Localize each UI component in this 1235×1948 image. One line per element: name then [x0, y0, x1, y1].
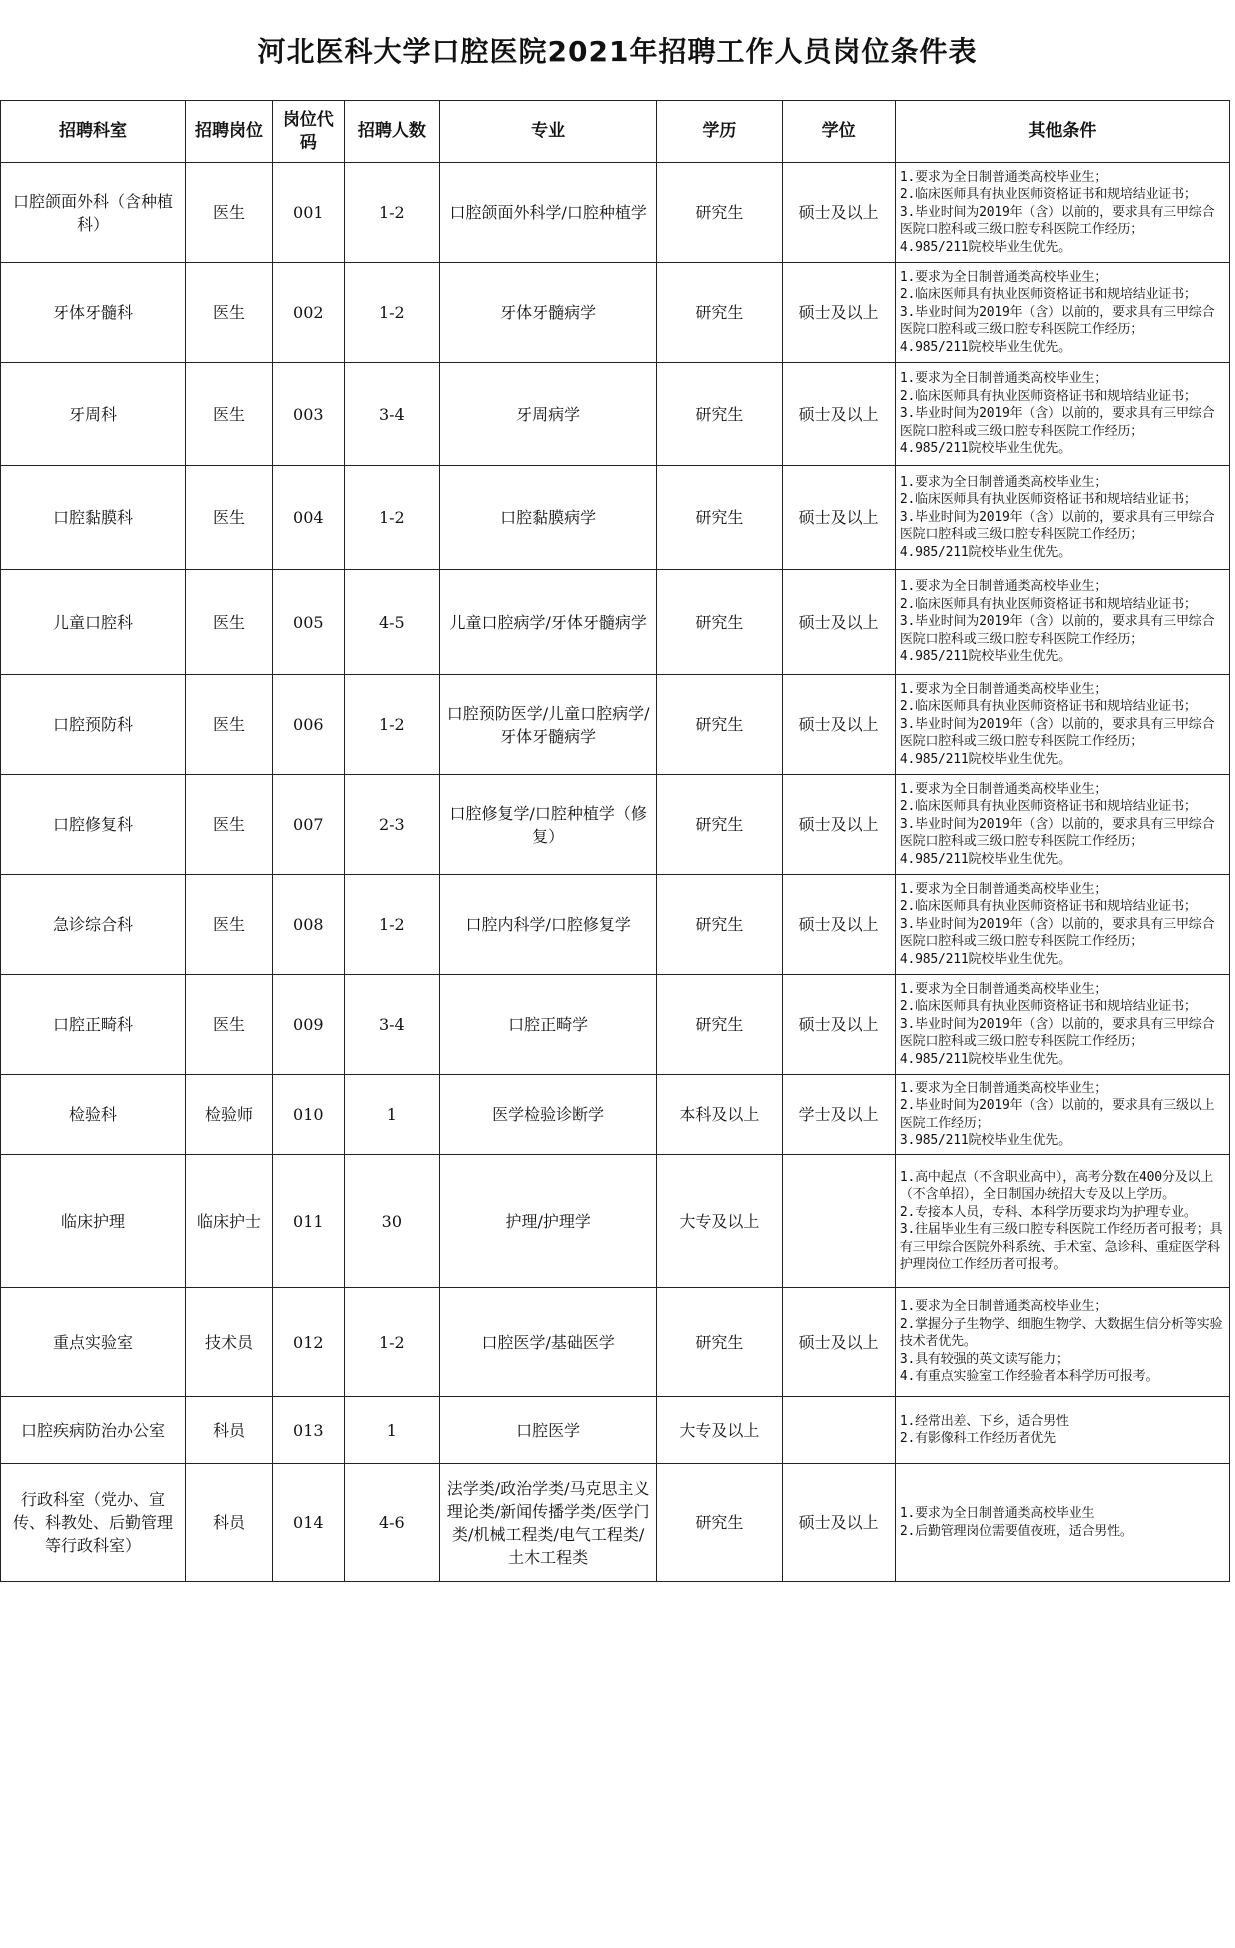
cell-requirements [895, 1288, 1229, 1397]
cell-edu: 大专及以上 [657, 1155, 782, 1288]
cell-degree: 硕士及以上 [782, 570, 895, 675]
header-major: 专业 [440, 101, 657, 163]
requirement-line: 1.要求为全日制普通类高校毕业生； [899, 169, 1108, 185]
requirement-line: 2.临床医师具有执业医师资格证书和规培结业证书； [899, 596, 1197, 612]
cell-dept: 重点实验室 [1, 1288, 186, 1397]
header-count: 招聘人数 [344, 101, 439, 163]
cell-post: 医生 [185, 775, 272, 875]
cell-requirements [895, 466, 1229, 570]
header-requirements: 其他条件 [895, 101, 1229, 163]
cell-count: 1-2 [344, 163, 439, 263]
table-body [1, 163, 1230, 1582]
cell-count: 2-3 [344, 775, 439, 875]
header-edu: 学历 [657, 101, 782, 163]
cell-major: 口腔颌面外科学/口腔种植学 [440, 163, 657, 263]
cell-post: 技术员 [185, 1288, 272, 1397]
cell-code: 002 [273, 263, 345, 363]
cell-requirements [895, 263, 1229, 363]
cell-requirements [895, 975, 1229, 1075]
cell-requirements [895, 1397, 1229, 1464]
cell-dept: 急诊综合科 [1, 875, 186, 975]
header-degree: 学位 [782, 101, 895, 163]
cell-degree: 硕士及以上 [782, 775, 895, 875]
cell-code: 009 [273, 975, 345, 1075]
cell-major: 口腔黏膜病学 [440, 466, 657, 570]
cell-code: 014 [273, 1464, 345, 1582]
cell-edu: 研究生 [657, 163, 782, 263]
requirement-line: 3.毕业时间为2019年（含）以前的，要求具有三甲综合医院口腔科或三级口腔专科医院工作经历； [899, 816, 1215, 850]
cell-code: 006 [273, 675, 345, 775]
cell-degree: 硕士及以上 [782, 1288, 895, 1397]
cell-major: 医学检验诊断学 [440, 1075, 657, 1155]
requirement-line: 3.毕业时间为2019年（含）以前的，要求具有三甲综合医院口腔科或三级口腔专科医院工作经历； [899, 509, 1215, 543]
cell-count: 3-4 [344, 975, 439, 1075]
cell-major: 口腔预防医学/儿童口腔病学/牙体牙髓病学 [440, 675, 657, 775]
cell-degree: 硕士及以上 [782, 163, 895, 263]
cell-count: 1-2 [344, 1288, 439, 1397]
cell-degree [782, 1397, 895, 1464]
cell-requirements [895, 570, 1229, 675]
cell-post: 医生 [185, 363, 272, 466]
requirement-line: 1.要求为全日制普通类高校毕业生； [899, 474, 1108, 490]
requirement-line: 1.经常出差、下乡，适合男性 [899, 1413, 1069, 1429]
cell-dept: 临床护理 [1, 1155, 186, 1288]
requirement-line: 1.要求为全日制普通类高校毕业生； [899, 269, 1108, 285]
requirement-line: 1.要求为全日制普通类高校毕业生； [899, 781, 1108, 797]
cell-count: 4-5 [344, 570, 439, 675]
cell-post: 检验师 [185, 1075, 272, 1155]
cell-requirements [895, 875, 1229, 975]
requirement-line: 4.985/211院校毕业生优先。 [899, 649, 1071, 665]
requirement-line: 3.毕业时间为2019年（含）以前的，要求具有三甲综合医院口腔科或三级口腔专科医院工作经历； [899, 614, 1215, 647]
requirement-line: 3.往届毕业生有三级口腔专科医院工作经历者可报考；具有三甲综合医院外科系统、手术室、急诊科、重症医学科护理岗位工作经历者可报考。 [899, 1222, 1223, 1272]
cell-dept: 口腔预防科 [1, 675, 186, 775]
cell-major: 口腔内科学/口腔修复学 [440, 875, 657, 975]
cell-major: 护理/护理学 [440, 1155, 657, 1288]
cell-code: 008 [273, 875, 345, 975]
cell-post: 医生 [185, 675, 272, 775]
requirement-line: 3.毕业时间为2019年（含）以前的，要求具有三甲综合医院口腔科或三级口腔专科医院工作经历； [899, 406, 1215, 439]
requirement-line: 3.985/211院校毕业生优先。 [899, 1133, 1071, 1148]
requirement-line: 3.毕业时间为2019年（含）以前的，要求具有三甲综合医院口腔科或三级口腔专科医院工作经历； [899, 304, 1215, 338]
requirement-line: 3.具有较强的英文读写能力； [899, 1351, 1069, 1367]
requirement-line: 2.掌握分子生物学、细胞生物学、大数据生信分析等实验技术者优先。 [899, 1316, 1223, 1350]
requirement-line: 4.985/211院校毕业生优先。 [899, 441, 1071, 457]
requirement-line: 3.毕业时间为2019年（含）以前的，要求具有三甲综合医院口腔科或三级口腔专科医院工作经历； [899, 1016, 1215, 1050]
requirement-line: 3.毕业时间为2019年（含）以前的，要求具有三甲综合医院口腔科或三级口腔专科医院工作经历； [899, 716, 1215, 750]
cell-count: 1-2 [344, 875, 439, 975]
requirement-line: 1.要求为全日制普通类高校毕业生 [899, 1506, 1095, 1521]
cell-dept: 口腔黏膜科 [1, 466, 186, 570]
requirement-line: 4.985/211院校毕业生优先。 [899, 951, 1071, 967]
cell-major: 牙周病学 [440, 363, 657, 466]
requirement-line: 4.985/211院校毕业生优先。 [899, 1051, 1071, 1067]
cell-requirements [895, 1155, 1229, 1288]
cell-degree: 硕士及以上 [782, 466, 895, 570]
cell-count: 4-6 [344, 1464, 439, 1582]
cell-count: 1 [344, 1397, 439, 1464]
requirement-line: 2.临床医师具有执业医师资格证书和规培结业证书； [899, 187, 1197, 203]
cell-dept: 口腔颌面外科（含种植科） [1, 163, 186, 263]
table-row [1, 1155, 1230, 1288]
cell-post: 医生 [185, 875, 272, 975]
cell-degree: 学士及以上 [782, 1075, 895, 1155]
cell-code: 003 [273, 363, 345, 466]
table-row [1, 1288, 1230, 1397]
requirement-line: 2.毕业时间为2019年（含）以前的，要求具有三级以上医院工作经历； [899, 1098, 1215, 1131]
cell-code: 012 [273, 1288, 345, 1397]
requirement-line: 2.有影像科工作经历者优先 [899, 1431, 1056, 1446]
requirement-line: 4.985/211院校毕业生优先。 [899, 339, 1071, 355]
cell-dept: 口腔正畸科 [1, 975, 186, 1075]
cell-edu: 研究生 [657, 975, 782, 1075]
cell-count: 1-2 [344, 675, 439, 775]
cell-requirements [895, 675, 1229, 775]
cell-degree: 硕士及以上 [782, 975, 895, 1075]
requirement-line: 1.要求为全日制普通类高校毕业生； [899, 681, 1108, 697]
requirement-line: 2.临床医师具有执业医师资格证书和规培结业证书； [899, 492, 1197, 508]
cell-count: 1-2 [344, 466, 439, 570]
cell-requirements [895, 363, 1229, 466]
table-row [1, 466, 1230, 570]
table-row [1, 1397, 1230, 1464]
requirement-line: 4.985/211院校毕业生优先。 [899, 851, 1071, 867]
requirement-line: 4.985/211院校毕业生优先。 [899, 239, 1071, 255]
table-row [1, 675, 1230, 775]
cell-edu: 研究生 [657, 263, 782, 363]
table-row [1, 163, 1230, 263]
cell-code: 001 [273, 163, 345, 263]
cell-post: 科员 [185, 1397, 272, 1464]
cell-dept: 行政科室（党办、宣传、科教处、后勤管理等行政科室） [1, 1464, 186, 1582]
requirement-line: 1.要求为全日制普通类高校毕业生； [899, 371, 1108, 387]
cell-major: 口腔医学 [440, 1397, 657, 1464]
cell-post: 医生 [185, 975, 272, 1075]
cell-post: 科员 [185, 1464, 272, 1582]
cell-post: 医生 [185, 263, 272, 363]
table-row [1, 975, 1230, 1075]
header-row [1, 101, 1230, 163]
cell-edu: 研究生 [657, 466, 782, 570]
cell-major: 口腔医学/基础医学 [440, 1288, 657, 1397]
requirement-line: 2.临床医师具有执业医师资格证书和规培结业证书； [899, 287, 1197, 303]
cell-edu: 研究生 [657, 570, 782, 675]
cell-dept: 检验科 [1, 1075, 186, 1155]
requirement-line: 1.要求为全日制普通类高校毕业生； [899, 579, 1108, 595]
cell-major: 口腔正畸学 [440, 975, 657, 1075]
table-row [1, 263, 1230, 363]
requirement-line: 2.临床医师具有执业医师资格证书和规培结业证书； [899, 388, 1197, 404]
cell-degree: 硕士及以上 [782, 675, 895, 775]
requirement-line: 4.985/211院校毕业生优先。 [899, 544, 1071, 560]
cell-post: 临床护士 [185, 1155, 272, 1288]
cell-degree: 硕士及以上 [782, 263, 895, 363]
requirement-line: 3.毕业时间为2019年（含）以前的，要求具有三甲综合医院口腔科或三级口腔专科医院工作经历； [899, 916, 1215, 950]
requirement-line: 3.毕业时间为2019年（含）以前的，要求具有三甲综合医院口腔科或三级口腔专科医院工作经历； [899, 204, 1215, 238]
cell-code: 007 [273, 775, 345, 875]
cell-dept: 牙体牙髓科 [1, 263, 186, 363]
table-row [1, 875, 1230, 975]
requirement-line: 1.要求为全日制普通类高校毕业生； [899, 981, 1108, 997]
cell-edu: 研究生 [657, 1288, 782, 1397]
header-dept: 招聘科室 [1, 101, 186, 163]
cell-requirements [895, 1075, 1229, 1155]
requirement-line: 1.要求为全日制普通类高校毕业生； [899, 1299, 1108, 1315]
cell-post: 医生 [185, 163, 272, 263]
header-post: 招聘岗位 [185, 101, 272, 163]
positions-table [0, 100, 1230, 1582]
cell-edu: 研究生 [657, 875, 782, 975]
header-code: 岗位代码 [273, 101, 345, 163]
cell-degree [782, 1155, 895, 1288]
cell-major: 法学类/政治学类/马克思主义理论类/新闻传播学类/医学门类/机械工程类/电气工程类/土木工程类 [440, 1464, 657, 1582]
table-row [1, 1075, 1230, 1155]
requirement-line: 2.临床医师具有执业医师资格证书和规培结业证书； [899, 699, 1197, 715]
cell-edu: 研究生 [657, 1464, 782, 1582]
cell-dept: 口腔疾病防治办公室 [1, 1397, 186, 1464]
cell-requirements [895, 1464, 1229, 1582]
table-row [1, 570, 1230, 675]
requirement-line: 2.临床医师具有执业医师资格证书和规培结业证书； [899, 799, 1197, 815]
requirement-line: 1.要求为全日制普通类高校毕业生； [899, 1080, 1108, 1096]
cell-code: 013 [273, 1397, 345, 1464]
cell-edu: 研究生 [657, 363, 782, 466]
cell-code: 010 [273, 1075, 345, 1155]
table-row [1, 775, 1230, 875]
requirement-line: 4.985/211院校毕业生优先。 [899, 751, 1071, 767]
cell-degree: 硕士及以上 [782, 875, 895, 975]
requirement-line: 2.专接本人员，专科、本科学历要求均为护理专业。 [899, 1204, 1197, 1220]
requirement-line: 1.高中起点（不含职业高中），高考分数在400分及以上（不含单招），全日制国办统招大专及以上学历。 [899, 1169, 1214, 1202]
cell-major: 儿童口腔病学/牙体牙髓病学 [440, 570, 657, 675]
cell-requirements [895, 775, 1229, 875]
cell-major: 牙体牙髓病学 [440, 263, 657, 363]
cell-edu: 本科及以上 [657, 1075, 782, 1155]
cell-dept: 口腔修复科 [1, 775, 186, 875]
cell-edu: 大专及以上 [657, 1397, 782, 1464]
cell-edu: 研究生 [657, 675, 782, 775]
page-title: 河北医科大学口腔医院2021年招聘工作人员岗位条件表 [257, 35, 978, 68]
cell-count: 3-4 [344, 363, 439, 466]
cell-code: 004 [273, 466, 345, 570]
cell-degree: 硕士及以上 [782, 363, 895, 466]
requirement-line: 2.临床医师具有执业医师资格证书和规培结业证书； [899, 999, 1197, 1015]
cell-count: 30 [344, 1155, 439, 1288]
cell-count: 1-2 [344, 263, 439, 363]
cell-degree: 硕士及以上 [782, 1464, 895, 1582]
cell-code: 005 [273, 570, 345, 675]
cell-requirements [895, 163, 1229, 263]
cell-major: 口腔修复学/口腔种植学（修复） [440, 775, 657, 875]
cell-count: 1 [344, 1075, 439, 1155]
cell-edu: 研究生 [657, 775, 782, 875]
cell-post: 医生 [185, 570, 272, 675]
requirement-line: 2.后勤管理岗位需要值夜班，适合男性。 [899, 1523, 1133, 1539]
cell-dept: 牙周科 [1, 363, 186, 466]
table-row [1, 1464, 1230, 1582]
requirement-line: 4.有重点实验室工作经验者本科学历可报考。 [899, 1369, 1159, 1385]
cell-code: 011 [273, 1155, 345, 1288]
requirement-line: 1.要求为全日制普通类高校毕业生； [899, 881, 1108, 897]
cell-post: 医生 [185, 466, 272, 570]
table-row [1, 363, 1230, 466]
cell-dept: 儿童口腔科 [1, 570, 186, 675]
requirement-line: 2.临床医师具有执业医师资格证书和规培结业证书； [899, 899, 1197, 915]
